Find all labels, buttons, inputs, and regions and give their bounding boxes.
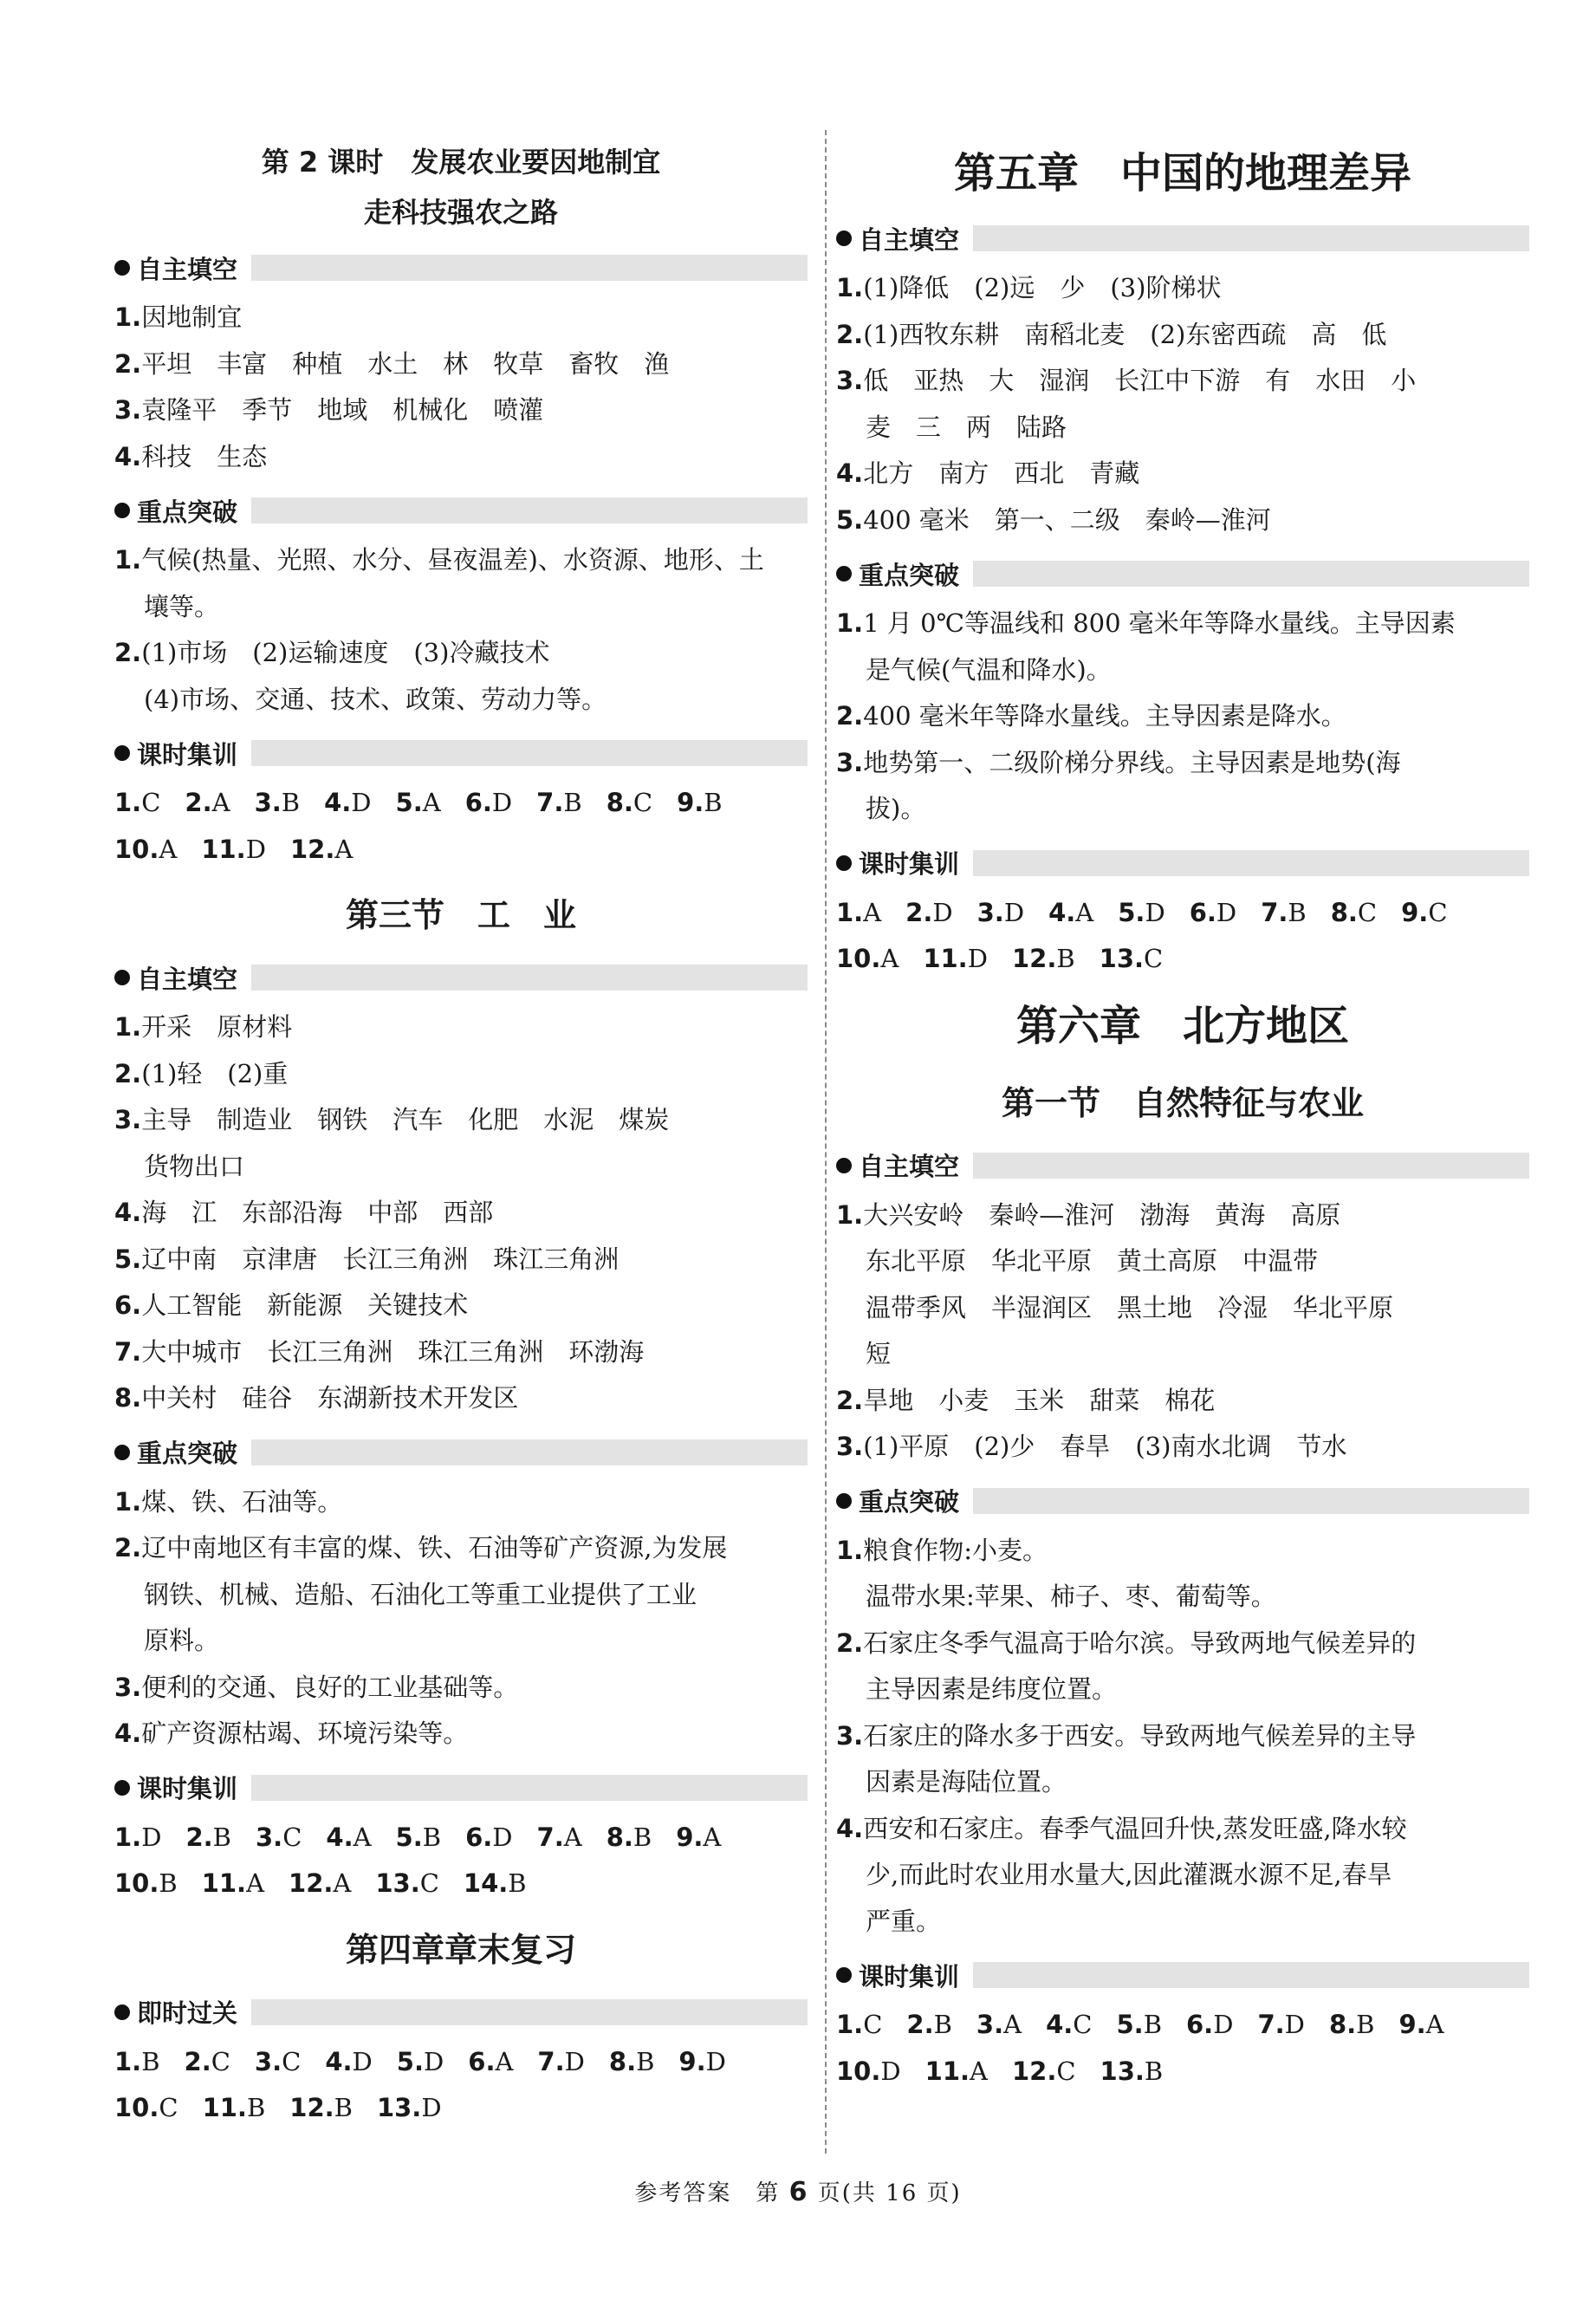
mc-answer: 1.C — [836, 2010, 883, 2039]
answer-line: 2.旱地 小麦 玉米 甜菜 棉花 — [836, 1385, 1216, 1415]
answer-line: 1.粮食作物:小麦。 — [836, 1535, 1048, 1565]
section-title: 第四章章末复习 — [345, 1930, 576, 1969]
mc-answers — [836, 890, 1529, 983]
mc-answer: 11.A — [925, 2056, 988, 2086]
mc-answer: 5.B — [1116, 2010, 1162, 2039]
mc-answer: 4.D — [325, 2046, 373, 2076]
bullet-dot-icon — [836, 1158, 852, 1173]
mc-answer: 9.C — [1401, 897, 1448, 927]
answer-line: 3.地势第一、二级阶梯分界线。主导因素是地势(海 — [836, 747, 1401, 777]
answer-line: 7.大中城市 长江三角洲 珠江三角洲 环渤海 — [114, 1336, 645, 1367]
mc-answer: 13.D — [376, 2093, 442, 2122]
bullet-dot-icon — [114, 970, 130, 985]
mc-answer: 8.C — [1330, 897, 1378, 927]
bullet-dot-icon — [836, 1967, 852, 1983]
answer-line: 1.(1)降低 (2)远 少 (3)阶梯状 — [836, 273, 1222, 302]
mc-answers — [114, 780, 808, 873]
mc-answer: 10.B — [114, 1868, 178, 1898]
answer-line: 2.(1)轻 (2)重 — [114, 1058, 289, 1088]
mc-answer: 3.C — [255, 1822, 302, 1852]
mc-answer: 9.B — [677, 788, 723, 817]
answer-line: 8.中关村 硅谷 东湖新技术开发区 — [114, 1383, 519, 1413]
mc-answer: 9.D — [678, 2046, 726, 2076]
answer-line: 3.低 亚热 大 湿润 长江中下游 有 水田 小 — [836, 366, 1417, 395]
answer-line: 6.人工智能 新能源 关键技术 — [114, 1290, 469, 1320]
mc-answer: 10.D — [836, 2056, 901, 2086]
page-footer: 参考答案 第 6 页(共 16 页) — [634, 2177, 962, 2207]
mc-answer: 6.D — [464, 788, 513, 817]
mc-answer: 13.C — [1099, 944, 1164, 973]
section-header: 自主填空 — [114, 248, 808, 288]
section-title: 第一节 自然特征与农业 — [1001, 1083, 1364, 1122]
answer-line: 2.平坦 丰富 种植 水土 林 牧草 畜牧 渔 — [114, 348, 670, 379]
section-header: 重点突破 — [836, 554, 1529, 594]
section-header: 自主填空 — [836, 218, 1529, 258]
mc-answer: 11.A — [201, 1868, 265, 1898]
mc-answer: 10.C — [114, 2093, 178, 2122]
mc-answer: 7.D — [1257, 2010, 1305, 2039]
mc-answer: 2.D — [905, 897, 953, 927]
answer-line: 少,而此时农业用水量大,因此灌溉水源不足,春旱 — [866, 1860, 1392, 1889]
answer-line: 2.400 毫米年等降水量线。主导因素是降水。 — [836, 701, 1346, 731]
bullet-dot-icon — [836, 855, 852, 871]
answer-line: 2.(1)西牧东耕 南稻北麦 (2)东密西疏 高 低 — [836, 319, 1387, 349]
answer-line: 钢铁、机械、造船、石油化工等重工业提供了工业 — [144, 1579, 697, 1609]
mc-answer: 5.A — [395, 788, 441, 817]
mc-answer: 12.B — [289, 2093, 353, 2122]
mc-answer: 7.B — [1261, 897, 1307, 927]
bullet-dot-icon — [836, 1493, 852, 1509]
answer-line: 4.海 江 东部沿海 中部 西部 — [114, 1198, 494, 1227]
mc-answer: 2.A — [185, 788, 230, 817]
mc-answer: 7.D — [537, 2046, 585, 2076]
lesson-title — [114, 137, 808, 237]
answer-line: 严重。 — [866, 1906, 942, 1936]
answer-line: 1.1 月 0℃等温线和 800 毫米年等降水量线。主导因素 — [836, 608, 1456, 638]
answer-line: 5.辽中南 京津唐 长江三角洲 珠江三角洲 — [114, 1244, 620, 1274]
mc-answer: 4.A — [1048, 897, 1094, 927]
mc-answer: 3.B — [254, 788, 301, 817]
mc-answer: 2.B — [906, 2010, 952, 2039]
mc-answer: 9.A — [676, 1822, 722, 1852]
answer-line: 麦 三 两 陆路 — [866, 412, 1067, 442]
left-column — [114, 130, 808, 2132]
mc-answer: 6.D — [1189, 897, 1237, 927]
mc-answer: 12.C — [1011, 2056, 1076, 2086]
section-header: 自主填空 — [836, 1146, 1529, 1186]
mc-answer: 5.B — [395, 1822, 442, 1852]
answer-line: 4.科技 生态 — [114, 441, 268, 471]
mc-answer: 1.B — [114, 2046, 160, 2076]
chapter-title: 第五章 中国的地理差异 — [953, 149, 1411, 198]
answer-line: 温带季风 半湿润区 黑土地 冷湿 华北平原 — [866, 1292, 1394, 1322]
mc-answer: 6.D — [1186, 2010, 1234, 2039]
mc-answer: 4.A — [326, 1822, 372, 1852]
answer-line: 短 — [866, 1339, 892, 1368]
lesson-title-line-1: 第 2 课时 发展农业要因地制宜 — [261, 146, 661, 179]
mc-answer: 5.D — [1118, 897, 1165, 927]
answer-line: 2.辽中南地区有丰富的煤、铁、石油等矿产资源,为发展 — [114, 1533, 728, 1563]
bullet-dot-icon — [114, 745, 130, 761]
mc-answer: 10.A — [114, 834, 178, 864]
bullet-dot-icon — [114, 2004, 130, 2020]
mc-answer: 11.D — [923, 944, 988, 973]
mc-answer: 2.B — [185, 1822, 231, 1852]
section-header: 自主填空 — [114, 958, 808, 997]
chapter-title: 第六章 北方地区 — [1015, 1001, 1349, 1050]
mc-answer: 13.B — [1100, 2056, 1164, 2086]
answer-line: 1.大兴安岭 秦岭—淮河 渤海 黄海 高原 — [836, 1199, 1341, 1230]
answer-line: 3.袁隆平 季节 地域 机械化 喷灌 — [114, 395, 544, 425]
section-title: 第三节 工 业 — [345, 896, 576, 934]
answer-line: 4.矿产资源枯竭、环境污染等。 — [114, 1719, 469, 1748]
answer-line: 2.(1)市场 (2)运输速度 (3)冷藏技术 — [114, 638, 550, 667]
mc-answer: 6.A — [468, 2046, 514, 2076]
mc-answers — [114, 1815, 808, 1907]
mc-answer: 3.A — [976, 2010, 1022, 2039]
page-number: 6 — [788, 2177, 809, 2207]
section-header: 课时集训 — [114, 1768, 808, 1808]
mc-answers — [836, 2002, 1529, 2095]
mc-answer: 10.A — [836, 944, 899, 973]
answer-line: 拔)。 — [866, 794, 926, 823]
section-header: 重点突破 — [114, 491, 808, 530]
answer-line: 2.石家庄冬季气温高于哈尔滨。导致两地气候差异的 — [836, 1628, 1417, 1658]
section-header: 课时集训 — [836, 1955, 1529, 1995]
mc-answer: 8.B — [608, 2046, 655, 2076]
mc-answer: 8.B — [606, 1822, 652, 1852]
mc-answer: 12.A — [289, 1868, 352, 1898]
section-header: 课时集训 — [114, 733, 808, 773]
answer-line: 3.主导 制造业 钢铁 汽车 化肥 水泥 煤炭 — [114, 1105, 670, 1134]
answer-line: 主导因素是纬度位置。 — [866, 1674, 1118, 1704]
bullet-dot-icon — [836, 231, 852, 246]
mc-answer: 7.A — [536, 1822, 582, 1852]
bullet-dot-icon — [114, 260, 130, 276]
mc-answer: 6.D — [465, 1822, 513, 1852]
mc-answer: 4.C — [1046, 2010, 1093, 2039]
mc-answer: 3.C — [254, 2046, 302, 2076]
answer-line: 5.400 毫米 第一、二级 秦岭—淮河 — [836, 504, 1271, 535]
section-header: 重点突破 — [114, 1433, 808, 1472]
section-header: 即时过关 — [114, 1992, 808, 2032]
mc-answer: 11.B — [202, 2093, 266, 2122]
answer-line: 东北平原 华北平原 黄土高原 中温带 — [866, 1246, 1319, 1276]
answer-line: 因素是海陆位置。 — [866, 1767, 1067, 1796]
bullet-dot-icon — [114, 503, 130, 518]
mc-answer: 7.B — [536, 788, 582, 817]
answer-line: 3.(1)平原 (2)少 春旱 (3)南水北调 节水 — [836, 1432, 1347, 1461]
mc-answer: 4.D — [324, 788, 372, 817]
mc-answer: 5.D — [396, 2046, 444, 2076]
mc-answer: 1.D — [114, 1822, 162, 1852]
answer-line: 货物出口 — [144, 1151, 245, 1181]
answer-line: 1.气候(热量、光照、水分、昼夜温差)、水资源、地形、土 — [114, 545, 764, 575]
answer-line: 3.便利的交通、良好的工业基础等。 — [114, 1672, 519, 1702]
mc-answer: 14.B — [463, 1868, 527, 1898]
answer-line: 1.煤、铁、石油等。 — [114, 1486, 343, 1517]
answer-line: 原料。 — [144, 1626, 220, 1655]
mc-answer: 13.C — [375, 1868, 439, 1898]
mc-answer: 1.C — [114, 788, 161, 817]
column-divider — [825, 130, 827, 2154]
answer-line: 4.北方 南方 西北 青藏 — [836, 458, 1140, 488]
answer-line: 壤等。 — [144, 591, 220, 621]
answer-line: 1.开采 原材料 — [114, 1012, 293, 1042]
mc-answer: 9.A — [1398, 2010, 1444, 2039]
answer-line: 3.石家庄的降水多于西安。导致两地气候差异的主导 — [836, 1720, 1417, 1751]
answer-line: 1.因地制宜 — [114, 302, 243, 332]
mc-answer: 8.B — [1328, 2010, 1375, 2039]
answer-line: 温带水果:苹果、柿子、枣、葡萄等。 — [866, 1582, 1276, 1611]
mc-answer: 8.C — [606, 788, 653, 817]
section-header: 重点突破 — [836, 1481, 1529, 1521]
section-header: 课时集训 — [836, 843, 1529, 883]
mc-answer: 12.A — [289, 834, 354, 864]
mc-answer: 11.D — [201, 834, 266, 864]
right-column — [836, 130, 1529, 2095]
bullet-dot-icon — [836, 566, 852, 581]
mc-answer: 2.C — [184, 2046, 230, 2076]
mc-answers — [114, 2039, 808, 2132]
bullet-dot-icon — [114, 1445, 130, 1460]
mc-answer: 1.A — [836, 897, 882, 927]
answer-line: 4.西安和石家庄。春季气温回升快,蒸发旺盛,降水较 — [836, 1813, 1407, 1843]
bullet-dot-icon — [114, 1780, 130, 1796]
mc-answer: 12.B — [1011, 944, 1075, 973]
lesson-title-line-2: 走科技强农之路 — [363, 196, 558, 229]
answer-line: 是气候(气温和降水)。 — [866, 654, 1112, 685]
mc-answer: 3.D — [976, 897, 1025, 927]
answer-line: (4)市场、交通、技术、政策、劳动力等。 — [144, 684, 607, 714]
